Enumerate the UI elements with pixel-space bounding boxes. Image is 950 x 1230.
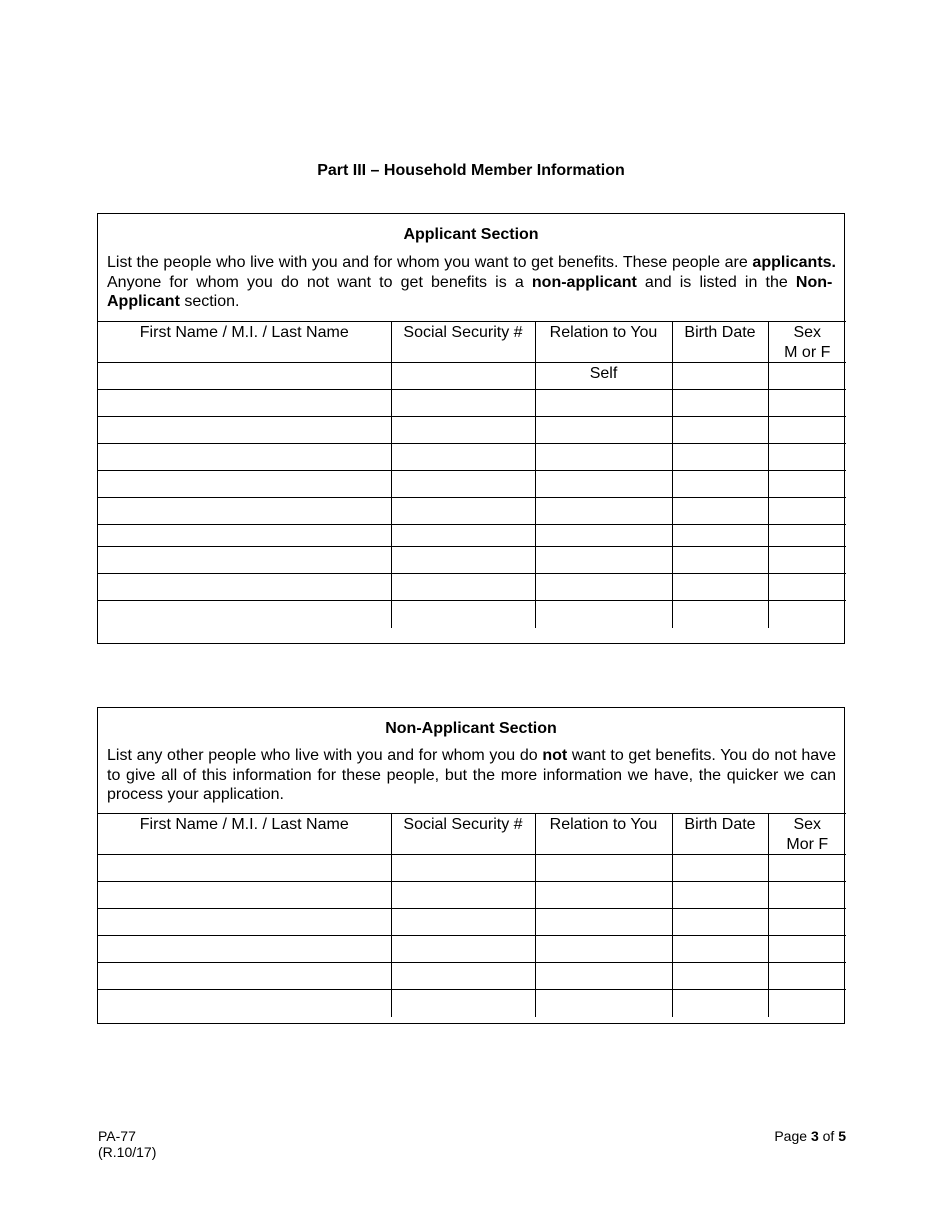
- ssn-cell[interactable]: [391, 498, 535, 525]
- relation-cell[interactable]: [535, 963, 672, 990]
- birthdate-cell[interactable]: [672, 525, 768, 547]
- name-cell[interactable]: [98, 525, 391, 547]
- sex-cell[interactable]: [768, 417, 846, 444]
- col-birthdate-header: Birth Date: [672, 814, 768, 855]
- birthdate-cell[interactable]: [672, 471, 768, 498]
- col-relation-header: Relation to You: [535, 814, 672, 855]
- relation-cell[interactable]: [535, 547, 672, 574]
- ssn-cell[interactable]: [391, 909, 535, 936]
- table-row: [98, 936, 846, 963]
- non-applicant-table: [98, 813, 846, 1017]
- name-cell[interactable]: [98, 547, 391, 574]
- ssn-cell[interactable]: [391, 390, 535, 417]
- table-row: [98, 963, 846, 990]
- name-cell[interactable]: [98, 390, 391, 417]
- sex-cell[interactable]: [768, 963, 846, 990]
- sex-cell[interactable]: [768, 525, 846, 547]
- birthdate-cell[interactable]: [672, 498, 768, 525]
- name-cell[interactable]: [98, 882, 391, 909]
- birthdate-cell[interactable]: [672, 444, 768, 471]
- table-row: [98, 601, 846, 628]
- name-cell[interactable]: [98, 936, 391, 963]
- applicant-table: [98, 321, 846, 628]
- relation-cell[interactable]: [535, 601, 672, 628]
- birthdate-cell[interactable]: [672, 390, 768, 417]
- table-row: [98, 909, 846, 936]
- sex-cell[interactable]: [768, 882, 846, 909]
- page-title: Part III – Household Member Information: [317, 162, 625, 179]
- relation-cell[interactable]: [535, 909, 672, 936]
- ssn-cell[interactable]: [391, 574, 535, 601]
- sex-cell[interactable]: [768, 471, 846, 498]
- name-cell[interactable]: [98, 574, 391, 601]
- table-row: [98, 417, 846, 444]
- sex-cell[interactable]: [768, 601, 846, 628]
- table-row: [98, 363, 846, 390]
- table-row: [98, 882, 846, 909]
- name-cell[interactable]: [98, 363, 391, 390]
- relation-cell[interactable]: [535, 498, 672, 525]
- birthdate-cell[interactable]: [672, 417, 768, 444]
- table-row: [98, 444, 846, 471]
- col-ssn-header: Social Security #: [391, 322, 535, 363]
- relation-cell[interactable]: [535, 574, 672, 601]
- ssn-cell[interactable]: [391, 990, 535, 1017]
- col-name-header: First Name / M.I. / Last Name: [98, 322, 391, 363]
- sex-cell[interactable]: [768, 390, 846, 417]
- applicant-section: [97, 213, 845, 644]
- relation-cell[interactable]: [535, 936, 672, 963]
- ssn-cell[interactable]: [391, 855, 535, 882]
- name-cell[interactable]: [98, 855, 391, 882]
- name-cell[interactable]: [98, 471, 391, 498]
- ssn-cell[interactable]: [391, 936, 535, 963]
- sex-cell[interactable]: [768, 547, 846, 574]
- birthdate-cell[interactable]: [672, 963, 768, 990]
- sex-cell[interactable]: [768, 909, 846, 936]
- relation-cell: Self: [535, 363, 672, 390]
- name-cell[interactable]: [98, 498, 391, 525]
- birthdate-cell[interactable]: [672, 936, 768, 963]
- relation-cell[interactable]: [535, 990, 672, 1017]
- name-cell[interactable]: [98, 444, 391, 471]
- ssn-cell[interactable]: [391, 882, 535, 909]
- birthdate-cell[interactable]: [672, 990, 768, 1017]
- ssn-cell[interactable]: [391, 963, 535, 990]
- sex-cell[interactable]: [768, 936, 846, 963]
- non-applicant-section: [97, 707, 845, 1024]
- relation-cell[interactable]: [535, 525, 672, 547]
- non-applicant-section-description: List any other people who live with you and for whom you do not want to get benefits. You do not have to give all of this information for these people, but the more information we have, the quicker we can process your application.: [107, 747, 837, 803]
- col-name-header: First Name / M.I. / Last Name: [98, 814, 391, 855]
- relation-cell[interactable]: [535, 855, 672, 882]
- birthdate-cell[interactable]: [672, 601, 768, 628]
- table-row: [98, 471, 846, 498]
- col-sex-header: Sex Mor F: [768, 814, 846, 855]
- ssn-cell[interactable]: [391, 363, 535, 390]
- sex-cell[interactable]: [768, 990, 846, 1017]
- birthdate-cell[interactable]: [672, 574, 768, 601]
- non-applicant-section-title: Non-Applicant Section: [385, 720, 557, 737]
- table-row: [98, 498, 846, 525]
- table-row: [98, 525, 846, 547]
- name-cell[interactable]: [98, 601, 391, 628]
- relation-cell[interactable]: [535, 882, 672, 909]
- table-row: [98, 390, 846, 417]
- table-row: [98, 547, 846, 574]
- name-cell[interactable]: [98, 909, 391, 936]
- birthdate-cell[interactable]: [672, 547, 768, 574]
- applicant-section-title: Applicant Section: [403, 226, 539, 243]
- ssn-cell[interactable]: [391, 525, 535, 547]
- birthdate-cell[interactable]: [672, 855, 768, 882]
- form-id-block: [98, 1128, 156, 1160]
- name-cell[interactable]: [98, 990, 391, 1017]
- relation-cell[interactable]: [535, 417, 672, 444]
- sex-cell[interactable]: [768, 363, 846, 390]
- name-cell[interactable]: [98, 417, 391, 444]
- relation-cell[interactable]: [535, 471, 672, 498]
- page-number: Page 3 of 5: [774, 1128, 846, 1144]
- ssn-cell[interactable]: [391, 547, 535, 574]
- birthdate-cell[interactable]: [672, 882, 768, 909]
- name-cell[interactable]: [98, 963, 391, 990]
- sex-cell[interactable]: [768, 574, 846, 601]
- form-id: PA-77: [98, 1128, 136, 1144]
- form-revision: (R.10/17): [98, 1144, 157, 1160]
- non-applicant-table-header: [98, 814, 846, 855]
- col-ssn-header: Social Security #: [391, 814, 535, 855]
- birthdate-cell[interactable]: [672, 363, 768, 390]
- relation-cell[interactable]: [535, 444, 672, 471]
- ssn-cell[interactable]: [391, 601, 535, 628]
- col-sex-header: Sex M or F: [768, 322, 846, 363]
- col-relation-header: Relation to You: [535, 322, 672, 363]
- table-row: [98, 855, 846, 882]
- table-row: [98, 574, 846, 601]
- ssn-cell[interactable]: [391, 471, 535, 498]
- col-birthdate-header: Birth Date: [672, 322, 768, 363]
- applicant-section-description: List the people who live with you and for whom you want to get benefits. These people are applicants. Anyone for whom you do not want to get benefits is a non-applicant and is listed in the Non-Applicant section.: [107, 254, 836, 310]
- ssn-cell[interactable]: [391, 444, 535, 471]
- table-row: [98, 990, 846, 1017]
- relation-cell[interactable]: [535, 390, 672, 417]
- sex-cell[interactable]: [768, 444, 846, 471]
- sex-cell[interactable]: [768, 498, 846, 525]
- ssn-cell[interactable]: [391, 417, 535, 444]
- birthdate-cell[interactable]: [672, 909, 768, 936]
- applicant-table-header: [98, 322, 846, 363]
- sex-cell[interactable]: [768, 855, 846, 882]
